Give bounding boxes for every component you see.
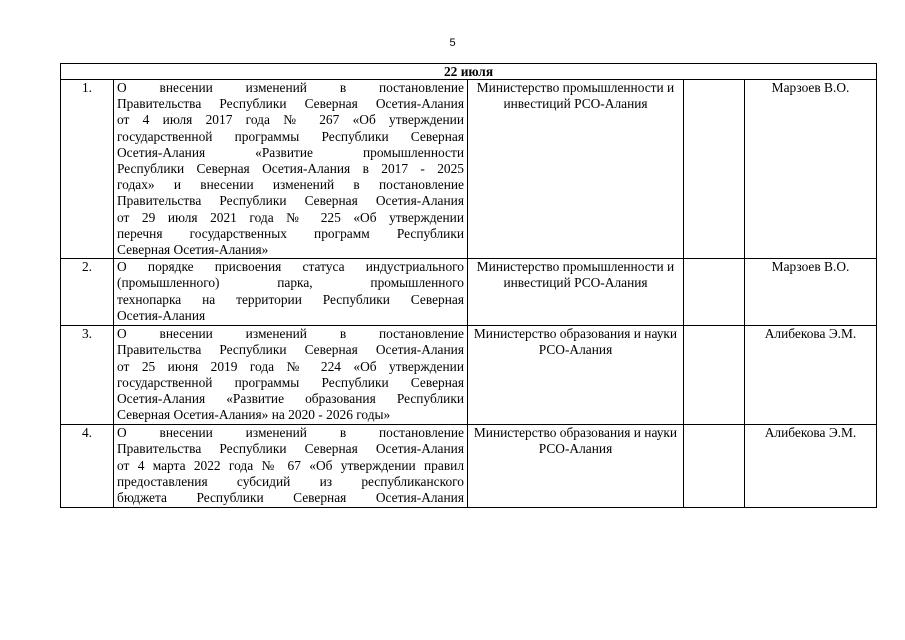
item-title-line: технопарка на территории Республики Северная xyxy=(117,291,464,307)
item-title-line: перечня государственных программ Республики xyxy=(117,225,464,241)
date-row xyxy=(61,64,877,80)
item-title-line: О внесении изменений в постановление xyxy=(117,425,464,441)
curator-name: Алибекова Э.М. xyxy=(745,326,877,425)
item-title-line: Осетия-Алания xyxy=(117,307,206,323)
date-header: 22 июля xyxy=(61,64,877,80)
item-title-line: Республики Северная Осетия-Алания в 2017 - 2025 xyxy=(117,161,464,177)
item-title-line: Осетия-Алания «Развитие образования Республики xyxy=(117,391,464,407)
table-row xyxy=(61,326,877,425)
item-title-line: Северная Осетия-Алания» xyxy=(117,242,269,258)
table-row xyxy=(61,80,877,259)
row-number: 4. xyxy=(61,425,114,508)
item-title xyxy=(114,259,468,326)
item-title-line: О порядке присвоения статуса индустриального xyxy=(117,259,464,275)
responsible-agency: Министерство образования и науки РСО-Алания xyxy=(468,425,684,508)
item-title-line: Северная Осетия-Алания» на 2020 - 2026 годы» xyxy=(117,407,391,423)
item-title-line: от 4 июля 2017 года № 267 «Об утверждении xyxy=(117,112,464,128)
item-title-line: Правительства Республики Северная Осетия-Алания xyxy=(117,193,464,209)
empty-cell xyxy=(684,326,745,425)
responsible-agency: Министерство образования и науки РСО-Алания xyxy=(468,326,684,425)
item-title-line: государственной программы Республики Северная xyxy=(117,128,464,144)
schedule-table xyxy=(60,63,877,508)
responsible-agency: Министерство промышленности и инвестиций РСО-Алания xyxy=(468,259,684,326)
table-row xyxy=(61,425,877,508)
item-title-line: государственной программы Республики Северная xyxy=(117,374,464,390)
empty-cell xyxy=(684,80,745,259)
item-title-line: Правительства Республики Северная Осетия-Алания xyxy=(117,441,464,457)
item-title-line: от 4 марта 2022 года № 67 «Об утверждении правил xyxy=(117,457,464,473)
item-title-line: О внесении изменений в постановление xyxy=(117,326,464,342)
row-number: 2. xyxy=(61,259,114,326)
item-title-line: Осетия-Алания «Развитие промышленности xyxy=(117,144,464,160)
table-row xyxy=(61,259,877,326)
responsible-agency: Министерство промышленности и инвестиций РСО-Алания xyxy=(468,80,684,259)
curator-name: Марзоев В.О. xyxy=(745,80,877,259)
empty-cell xyxy=(684,425,745,508)
curator-name: Алибекова Э.М. xyxy=(745,425,877,508)
empty-cell xyxy=(684,259,745,326)
item-title-line: Правительства Республики Северная Осетия-Алания xyxy=(117,96,464,112)
item-title xyxy=(114,80,468,259)
item-title-line: бюджета Республики Северная Осетия-Алания xyxy=(117,490,464,506)
item-title-line: О внесении изменений в постановление xyxy=(117,80,464,95)
item-title-line: предоставления субсидий из республиканского xyxy=(117,473,464,489)
page-number: 5 xyxy=(449,37,456,49)
item-title-line: годах» и внесении изменений в постановление xyxy=(117,177,464,193)
item-title-line: (промышленного) парка, промышленного xyxy=(117,275,464,291)
item-title-line: от 29 июля 2021 года № 225 «Об утверждении xyxy=(117,209,464,225)
item-title-line: Правительства Республики Северная Осетия-Алания xyxy=(117,342,464,358)
curator-name: Марзоев В.О. xyxy=(745,259,877,326)
item-title xyxy=(114,425,468,508)
item-title-line: от 25 июня 2019 года № 224 «Об утверждении xyxy=(117,358,464,374)
row-number: 1. xyxy=(61,80,114,259)
item-title xyxy=(114,326,468,425)
row-number: 3. xyxy=(61,326,114,425)
